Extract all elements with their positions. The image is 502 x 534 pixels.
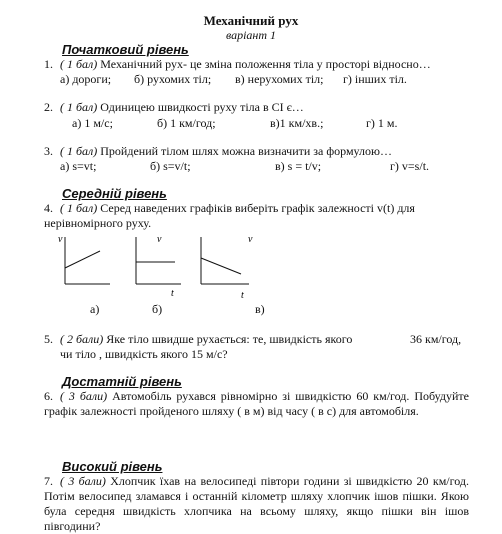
- question-6: [44, 389, 469, 419]
- question-number: 4.: [44, 201, 53, 215]
- question-number: 2.: [44, 100, 53, 114]
- question-points: ( 1 бал): [60, 57, 98, 71]
- question-number: 5.: [44, 332, 53, 346]
- q3-option-b: б) s=v/t;: [150, 159, 191, 173]
- question-number: 1.: [44, 57, 53, 71]
- graph-c-caption: в): [255, 302, 265, 316]
- question-points: ( 3 бали): [60, 389, 108, 403]
- question-points: ( 1 бал): [60, 201, 98, 215]
- velocity-graphs: [55, 232, 275, 320]
- graph-c-axis-v: v: [248, 234, 253, 245]
- question-3: [44, 144, 392, 159]
- q5-line-2: чи тіло , швидкість якого 15 м/с?: [60, 347, 228, 361]
- q1-option-b: б) рухомих тіл;: [134, 72, 212, 86]
- graph-b-axis-t: t: [171, 288, 174, 299]
- graph-a-axis-v: v: [58, 234, 63, 245]
- q3-option-g: г) v=s/t.: [390, 159, 430, 173]
- question-points: ( 1 бал): [60, 100, 98, 114]
- q2-option-a: а) 1 м/с;: [72, 116, 113, 130]
- q1-option-a: а) дороги;: [60, 72, 112, 86]
- question-5: [44, 332, 352, 347]
- level-sufficient-heading: Достатній рівень: [62, 374, 182, 389]
- question-text: Хлопчик їхав на велосипеді півтори години зі швидкістю 20 км/год. Потім велосипед зламався і останній кілометр шляху хлопчик ішов пішки. Якою була середня швидкість хлопчика на всьому шляху, якщо пішки він ішов півгодини?: [44, 474, 469, 533]
- question-text: Автомобіль рухався рівномірно зі швидкістю 60 км/год. Побудуйте графік залежності пройденого шляху ( в м) від часу ( в с) для автомобіля.: [44, 389, 470, 418]
- level-high-heading: Високий рівень: [62, 459, 163, 474]
- question-points: ( 2 бали): [60, 332, 104, 346]
- q1-option-v: в) нерухомих тіл;: [235, 72, 324, 86]
- graph-b-caption: б): [152, 302, 163, 316]
- question-text: Одиницею швидкості руху тіла в СІ є…: [100, 100, 304, 114]
- level-middle-heading: Середній рівень: [62, 186, 167, 201]
- q5-value: 36 км/год,: [410, 332, 462, 346]
- question-4: [44, 201, 444, 231]
- q2-option-b: б) 1 км/год;: [157, 116, 216, 130]
- q1-option-g: г) інших тіл.: [343, 72, 407, 86]
- q2-option-g: г) 1 м.: [366, 116, 398, 130]
- question-text: Пройдений тілом шлях можна визначити за формулою…: [100, 144, 392, 158]
- q3-option-a: а) s=vt;: [60, 159, 97, 173]
- graph-c-axis-t: t: [241, 290, 244, 301]
- variant-subtitle: варіант 1: [225, 28, 277, 42]
- question-text: Яке тіло швидше рухається: те, швидкість якого: [106, 332, 353, 346]
- graph-b-axis-v: v: [157, 234, 162, 245]
- question-2: [44, 100, 304, 115]
- question-number: 6.: [44, 389, 53, 403]
- question-text: Механічний рух- це зміна положення тіла у просторі відносно…: [100, 57, 431, 71]
- graph-a-caption: а): [90, 302, 100, 316]
- graph-c: [201, 234, 253, 301]
- question-text: Серед наведених графіків виберіть графік залежності v(t) для нерівномірного руху.: [44, 201, 415, 230]
- q3-option-v: в) s = t/v;: [275, 159, 322, 173]
- graph-b: [136, 234, 181, 299]
- question-1: [44, 57, 431, 72]
- question-7: [44, 474, 469, 534]
- question-points: ( 3 бали): [60, 474, 106, 488]
- question-number: 3.: [44, 144, 53, 158]
- question-points: ( 1 бал): [60, 144, 98, 158]
- page-title: Механічний рух: [203, 13, 299, 28]
- question-number: 7.: [44, 474, 53, 488]
- q2-option-v: в)1 км/хв.;: [270, 116, 324, 130]
- level-initial-heading: Початковий рівень: [62, 42, 189, 57]
- graph-a: [58, 234, 110, 284]
